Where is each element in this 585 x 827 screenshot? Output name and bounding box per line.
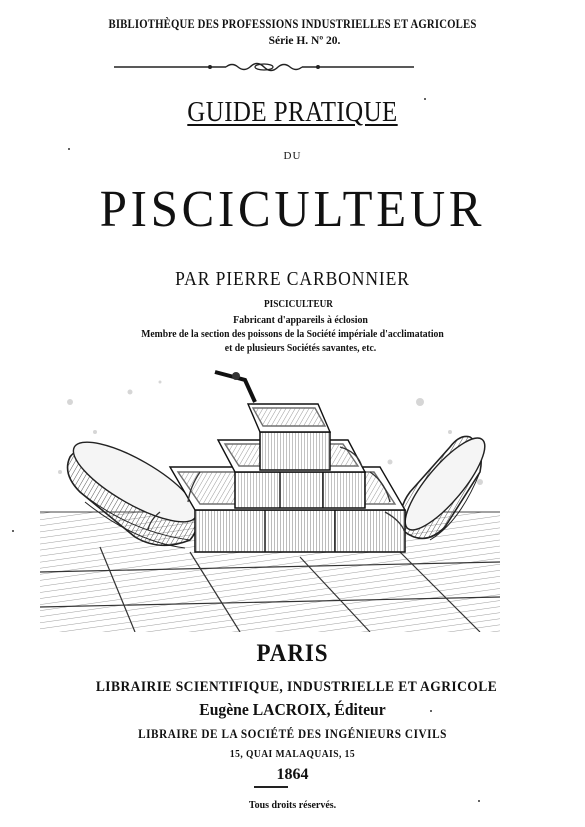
- author-byline: PAR PIERRE CARBONNIER: [175, 269, 410, 290]
- imprint-publisher: LIBRAIRIE SCIENTIFIQUE, INDUSTRIELLE ET AGRICOLE: [95, 679, 498, 695]
- paper-speck: [68, 148, 70, 150]
- imprint-society: LIBRAIRE DE LA SOCIÉTÉ DES INGÉNIEURS CIVILS: [138, 727, 447, 741]
- imprint-city: PARIS: [256, 640, 329, 667]
- fish-hatching-apparatus-icon: [40, 362, 500, 632]
- series-name: BIBLIOTHÈQUE DES PROFESSIONS INDUSTRIELLES ET AGRICOLES: [108, 17, 477, 31]
- imprint-address: 15, QUAI MALAQUAIS, 15: [229, 749, 356, 760]
- imprint-rights: Tous droits réservés.: [248, 800, 337, 811]
- author-credential-1: Fabricant d'appareils à éclosion: [233, 314, 368, 326]
- author-credential-3: et de plusieurs Sociétés savantes, etc.: [224, 342, 377, 354]
- page-title: PISCICULTEUR: [99, 181, 486, 238]
- title-guide-text: GUIDE PRATIQUE: [187, 96, 398, 128]
- imprint-year: 1864: [276, 766, 309, 783]
- author-credential-2: Membre de la section des poissons de la Société impériale d'acclimatation: [141, 328, 444, 340]
- ornamental-rule-icon: [114, 59, 414, 75]
- paper-speck: [478, 800, 480, 802]
- title-guide: [41, 96, 544, 129]
- divider: [254, 786, 288, 788]
- series-number: Série H. Nº 20.: [268, 35, 341, 47]
- title-du: DU: [283, 150, 302, 162]
- paper-speck: [430, 710, 432, 712]
- author-role: PISCICULTEUR: [264, 299, 333, 310]
- paper-speck: [12, 530, 14, 532]
- paper-speck: [424, 98, 426, 100]
- imprint-editor: Eugène LACROIX, Éditeur: [199, 700, 386, 719]
